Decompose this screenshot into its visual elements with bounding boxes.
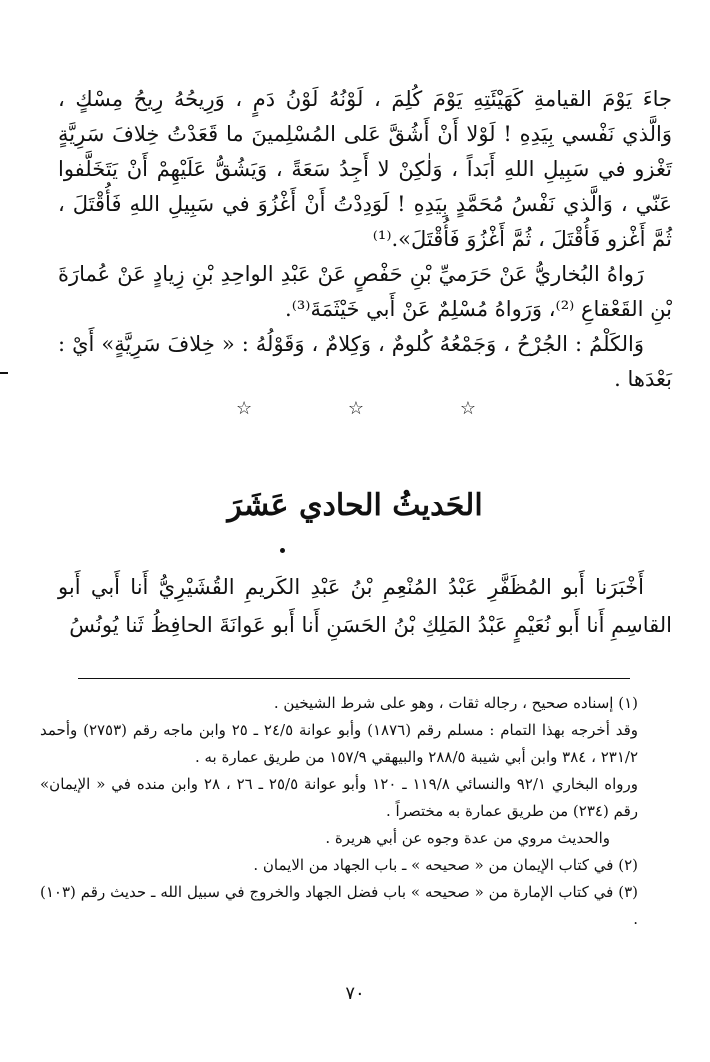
footnote-1-detail: وقد أخرجه بهذا التمام : مسلم رقم (١٨٧٦) وأبو عوانة ٢٤/٥ ـ ٢٥ وابن ماجه رقم (٢٧٥٣) وأحمد ٢٣١/٢ ، ٣٨٤ وابن أبي شيبة ٢٨٨/٥ والبيهقي ١٥٧/٩ من طريق عمارة به . (40, 721, 638, 766)
footnote-1: (١) إسناده صحيح ، رجاله ثقات ، وهو على شرط الشيخين . (273, 694, 638, 712)
margin-tick (0, 372, 8, 374)
footnotes (40, 690, 638, 933)
explanation-paragraph: وَالكَلْمُ : الجُرْحُ ، وَجَمْعُهُ كُلومٌ ، وَكِلامٌ ، وَقَوْلُهُ : « خِلافَ سَرِيَّةٍ» أَيْ : بَعْدَها . (58, 332, 672, 391)
footnote-3: (٣) في كتاب الإمارة من « صحيحه » باب فضل الجهاد والخروج في سبيل الله ـ حديث رقم (١٠٣) . (40, 883, 638, 928)
footnote-1-detail: والحديث مروي من عدة وجوه عن أبي هريرة . (325, 829, 610, 847)
main-text (58, 82, 672, 397)
footnote-2: (٢) في كتاب الإيمان من « صحيحه » ـ باب الجهاد من الايمان . (253, 856, 638, 874)
footnote-divider (78, 678, 630, 679)
footnote-1-detail: ورواه البخاري ٩٢/١ والنسائي ١١٩/٨ ـ ١٢٠ وأبو عوانة ٢٥/٥ ـ ٢٦ ، ٢٨ وابن منده في « الإيمان» رقم (٢٣٤) من طريق عمارة به مختصراً . (40, 775, 638, 820)
dot-mark (280, 548, 285, 553)
page-number: ٧٠ (345, 983, 365, 1004)
section-divider-stars (236, 398, 476, 419)
chain-of-narration (58, 568, 672, 644)
narration-paragraph: رَواهُ البُخاريُّ عَنْ حَرَميِّ بْنِ حَفْصٍ عَنْ عَبْدِ الواحِدِ بْنِ زِيادٍ عَنْ عُمارَةَ بْنِ القَعْقاعِ ⁽²⁾، وَرَواهُ مُسْلِمٌ عَنْ أَبي خَيْثَمَةَ⁽³⁾. (58, 262, 672, 321)
star-icon: ☆ (459, 398, 476, 419)
star-icon: ☆ (347, 398, 365, 419)
hadith-text-paragraph: جاءَ يَوْمَ القيامةِ كَهَيْئَتِهِ يَوْمَ كُلِمَ ، لَوْنُهُ لَوْنُ دَمٍ ، وَرِيحُهُ رِيحُ مِسْكٍ ، وَالَّذي نَفْسي بِيَدِهِ ! لَوْلا أَنْ أَشُقَّ عَلى المُسْلِمينَ ما قَعَدْتُ خِلافَ سَرِيَّةٍ تَغْزو في سَبِيلِ اللهِ أَبَداً ، وَلٰكِنْ لا أَجِدُ سَعَةً ، وَيَشُقُّ عَلَيْهِمْ أَنْ يَتَخَلَّفوا عَنّي ، وَالَّذي نَفْسُ مُحَمَّدٍ بِيَدِهِ ! لَوَدِدْتُ أَنْ أَغْزُوَ في سَبِيلِ اللهِ فَأُقْتَلَ ، ثُمَّ أَغْزو فَأُقْتَلَ ، ثُمَّ أَغْزُوَ فَأُقْتَلَ».⁽¹⁾ (58, 87, 672, 251)
chain-text: أَخْبَرَنا أَبو المُظَفَّرِ عَبْدُ المُنْعِمِ بْنُ عَبْدِ الكَريمِ القُشَيْرِيُّ أَنا أَبي أَبو القاسِمِ أَنا أَبو نُعَيْمٍ عَبْدُ المَلِكِ بْنُ الحَسَنِ أَنا أَبو عَوانَةَ الحافِظُ ثَنا يُونُسُ (58, 575, 672, 637)
chapter-heading: الحَديثُ الحادي عَشَرَ (227, 488, 483, 523)
star-icon: ☆ (236, 398, 253, 419)
